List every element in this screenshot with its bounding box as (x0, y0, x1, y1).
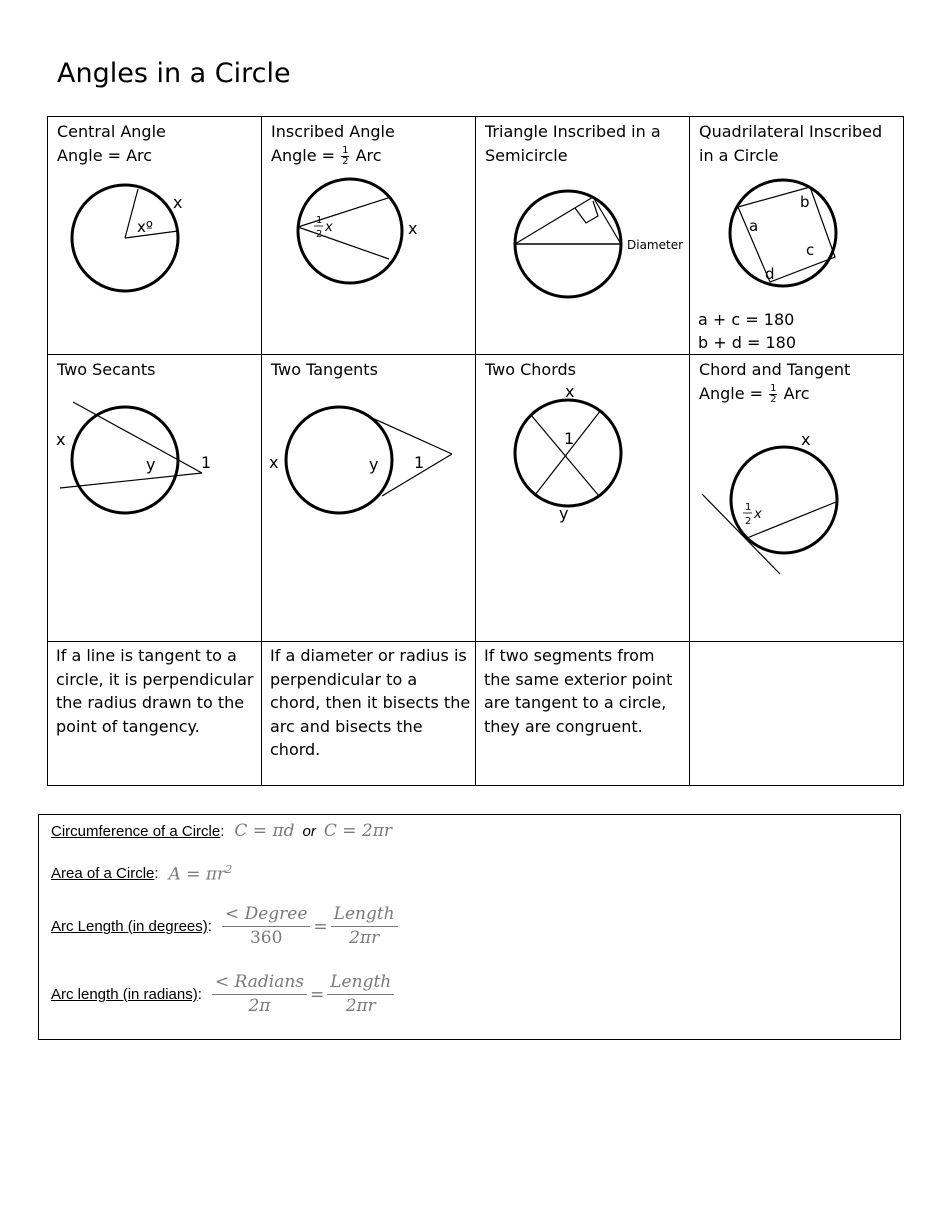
label-1: 1 (414, 453, 425, 472)
cell-theorem-2 (262, 642, 476, 786)
angle-var: x (325, 220, 333, 235)
central-angle-figure (48, 117, 262, 355)
cell-header: Two Tangents (271, 360, 378, 379)
frac-den: 360 (249, 928, 283, 948)
cell-two-tangents (262, 355, 476, 642)
cell-triangle-semicircle (476, 117, 690, 355)
tangent-line (702, 494, 780, 574)
quad-equation-2: b + d = 180 (698, 333, 797, 352)
colon: : (197, 986, 202, 1003)
angle-label: xº (137, 218, 153, 236)
cell-chord-tangent (690, 355, 904, 642)
header-line: Triangle Inscribed in a (485, 122, 661, 141)
header-text: Angle = (271, 146, 341, 165)
colon: : (154, 865, 159, 883)
frac-num: < Degree (222, 903, 310, 927)
frac-den: 2 (770, 394, 777, 405)
header-line: Quadrilateral Inscribed (699, 122, 883, 141)
cell-two-secants (48, 355, 262, 642)
frac-num: 1 (770, 383, 777, 394)
frac-num: 1 (342, 145, 349, 156)
label-x: x (56, 430, 66, 449)
label-x: x (269, 453, 279, 472)
arc-label: x (173, 193, 183, 212)
cell-inscribed-angle (262, 117, 476, 355)
cell-header: Two Secants (57, 360, 156, 379)
label-a: a (749, 217, 759, 235)
header-text: Angle = (699, 384, 769, 403)
area-exponent: 2 (225, 863, 233, 876)
length-fraction (331, 903, 398, 950)
formula-label: Circumference of a Circle (51, 822, 221, 840)
secant-line (73, 402, 202, 473)
cell-theorem-1 (48, 642, 262, 786)
label-y: y (559, 504, 569, 523)
circle (730, 180, 836, 286)
circle (72, 407, 178, 513)
cell-quadrilateral (690, 117, 904, 355)
cell-theorem-3 (476, 642, 690, 786)
label-1: 1 (564, 429, 575, 448)
circle (298, 179, 402, 283)
chord-line (298, 197, 391, 227)
page-title: Angles in a Circle (57, 58, 291, 89)
degree-fraction (222, 903, 310, 950)
frac-num: Length (327, 971, 394, 995)
equals-sign: = (310, 984, 325, 1005)
or-text: or (302, 822, 316, 840)
two-tangents-figure (262, 355, 476, 642)
chord-tangent-figure (690, 355, 904, 642)
cell-central-angle (48, 117, 262, 355)
header-line: in a Circle (699, 146, 779, 165)
header-line: Semicircle (485, 146, 568, 165)
tangent-line (370, 417, 452, 454)
chord-line (535, 410, 601, 495)
circle (731, 447, 837, 553)
two-secants-figure (48, 355, 262, 642)
angle-var: x (754, 507, 762, 522)
label-b: b (800, 193, 810, 211)
frac-den: 2π (248, 996, 271, 1016)
label-y: y (369, 455, 379, 474)
frac-den: 2 (342, 156, 349, 167)
header-text: Arc (778, 384, 810, 403)
triangle-side (515, 197, 593, 244)
colon: : (207, 918, 212, 935)
frac-den: 2πr (345, 996, 376, 1016)
two-chords-figure (476, 355, 690, 642)
cell-two-chords (476, 355, 690, 642)
theorem-text: If a line is tangent to a circle, it is perpendicular the radius drawn to the point of tangency. (56, 646, 254, 736)
label-y: y (146, 455, 156, 474)
cell-theorem-4 (690, 642, 904, 786)
header-line: Angle = Arc (57, 146, 153, 165)
angle-frac-den: 2 (745, 516, 752, 527)
angle-frac-num: 1 (745, 502, 752, 513)
formula-label: Arc Length (in degrees) (51, 918, 208, 935)
header-text: Arc (350, 146, 382, 165)
colon: : (220, 822, 225, 840)
secant-line (60, 473, 202, 488)
frac-den: 2πr (349, 928, 380, 948)
label-x: x (565, 382, 575, 401)
equals-sign: = (313, 916, 328, 937)
formulas-box (38, 814, 901, 1040)
formula-expr (169, 863, 233, 885)
circumference-row (51, 821, 392, 841)
diameter-label: Diameter (627, 238, 684, 252)
formula-expr: C = 2πr (323, 821, 393, 841)
area-base: A = πr (168, 864, 226, 885)
angles-table (47, 116, 904, 786)
chord-line (298, 227, 389, 259)
frac-num: Length (331, 903, 398, 927)
arc-degrees-row (51, 903, 398, 950)
header-line: Inscribed Angle (271, 122, 395, 141)
right-angle-mark (575, 201, 598, 223)
area-row (51, 863, 232, 885)
arc-radians-row (51, 971, 394, 1018)
formula-label: Area of a Circle (51, 865, 155, 883)
quad-equation-1: a + c = 180 (698, 310, 795, 329)
label-d: d (765, 265, 775, 283)
label-1: 1 (201, 453, 212, 472)
formula-label: Arc length (in radians) (51, 986, 198, 1003)
formula-expr: C = πd (234, 821, 295, 841)
triangle-semicircle-figure (476, 117, 690, 355)
inscribed-angle-figure (262, 117, 476, 355)
arc-label: x (801, 430, 811, 449)
label-c: c (806, 241, 815, 259)
radians-fraction (212, 971, 307, 1018)
header-line: Chord and Tangent (699, 360, 851, 379)
length-fraction (327, 971, 394, 1018)
angle-frac-num: 1 (316, 215, 323, 226)
theorem-text: If two segments from the same exterior point are tangent to a circle, they are congruent. (484, 646, 673, 736)
header-line: Central Angle (57, 122, 166, 141)
theorem-text: If a diameter or radius is perpendicular to a chord, then it bisects the arc and bisects the chord. (270, 646, 471, 759)
arc-label: x (408, 219, 418, 238)
cell-header: Two Chords (485, 360, 576, 379)
frac-num: < Radians (212, 971, 307, 995)
angle-frac-den: 2 (316, 229, 323, 240)
